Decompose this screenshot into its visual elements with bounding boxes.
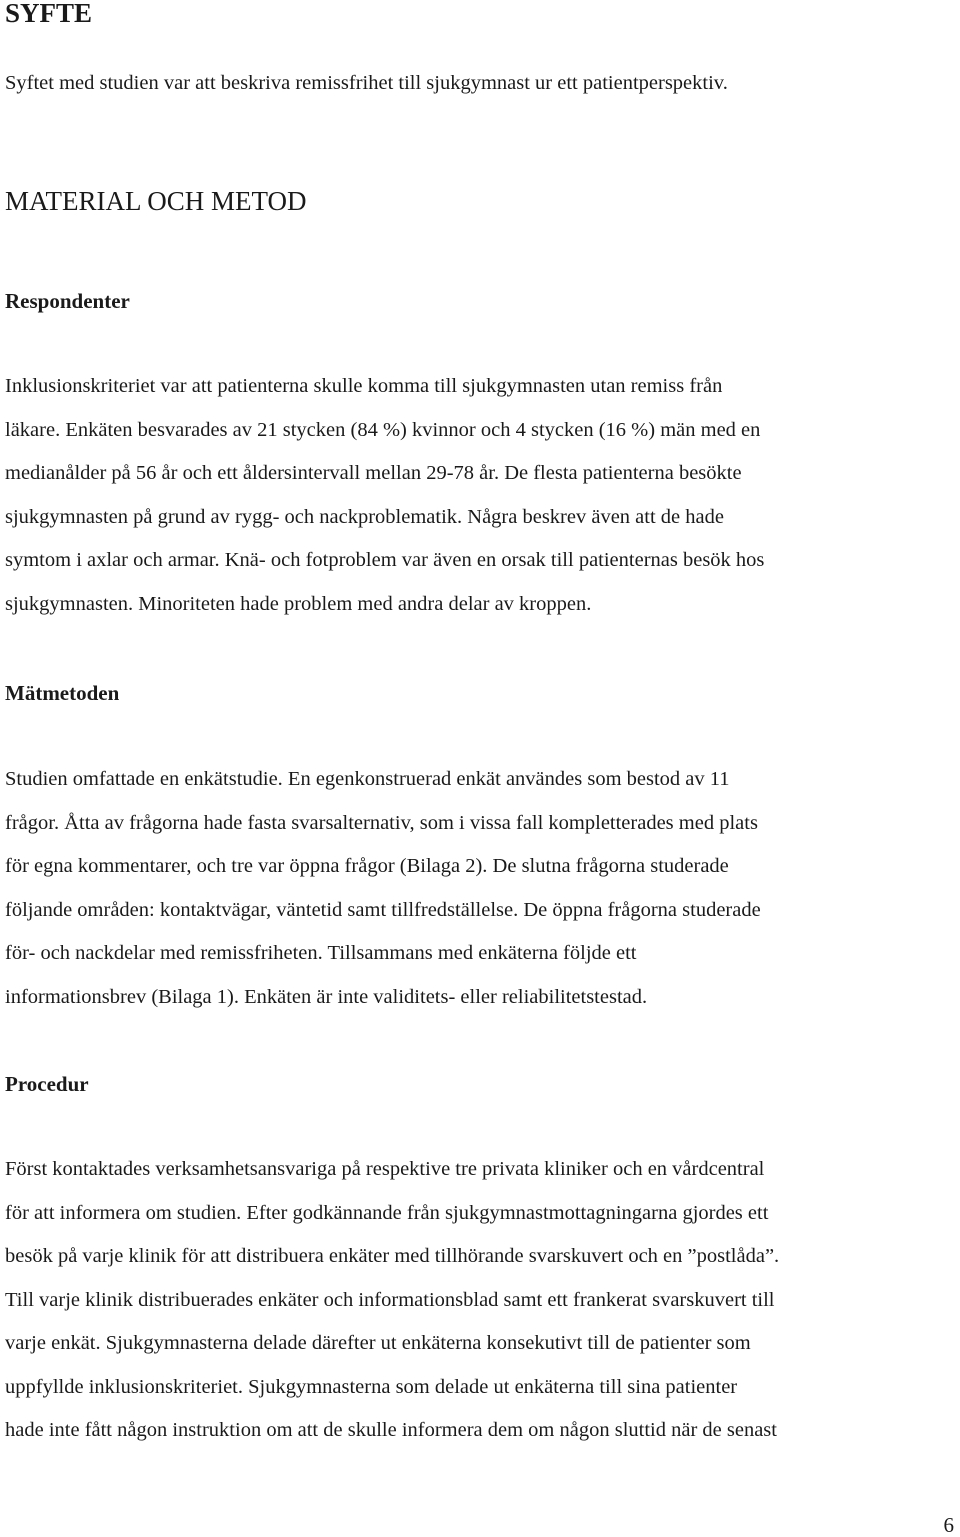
text-line: symtom i axlar och armar. Knä- och fotproblem var även en orsak till patienternas besök hos [5, 549, 765, 571]
heading-matmetoden: Mätmetoden [5, 681, 120, 705]
text-line: Först kontaktades verksamhetsansvariga på respektive tre privata kliniker och en vårdcentral [5, 1158, 765, 1180]
text-line: sjukgymnasten. Minoriteten hade problem med andra delar av kroppen. [5, 592, 592, 615]
heading-material-och-metod: MATERIAL OCH METOD [5, 186, 307, 216]
text-line: för- och nackdelar med remissfriheten. Tillsammans med enkäterna följde ett [5, 942, 637, 964]
text-line: Inklusionskriteriet var att patienterna skulle komma till sjukgymnasten utan remiss från [5, 375, 723, 397]
text-line: Studien omfattade en enkätstudie. En egenkonstruerad enkät användes som bestod av 11 [5, 768, 730, 790]
text-line: följande områden: kontaktvägar, väntetid samt tillfredställelse. De öppna frågorna studerade [5, 898, 761, 921]
text-line: varje enkät. Sjukgymnasterna delade därefter ut enkäterna konsekutivt till de patienter som [5, 1332, 751, 1354]
page-number: 6 [943, 1513, 954, 1537]
text-line: uppfyllde inklusionskriteriet. Sjukgymnasterna som delade ut enkäterna till sina patienter [5, 1375, 738, 1398]
heading-procedur: Procedur [5, 1072, 89, 1096]
text-line: läkare. Enkäten besvarades av 21 stycken (84 %) kvinnor och 4 stycken (16 %) män med en [5, 418, 761, 441]
text-line: informationsbrev (Bilaga 1). Enkäten är inte validitets- eller reliabilitetstestad. [5, 985, 648, 1008]
text-line: frågor. Åtta av frågorna hade fasta svarsalternativ, som i vissa fall kompletterades med plats [5, 811, 758, 834]
text-line: sjukgymnasten på grund av rygg- och nackproblematik. Några beskrev även att de hade [5, 505, 724, 528]
paragraph-respondenter [5, 365, 960, 626]
text-line: för egna kommentarer, och tre var öppna frågor (Bilaga 2). De slutna frågorna studerade [5, 855, 729, 877]
paragraph-syfte [5, 62, 960, 106]
paragraph-procedur [5, 1148, 960, 1453]
heading-respondenter: Respondenter [5, 289, 130, 313]
text-line: besök på varje klinik för att distribuera enkäter med tillhörande svarskuvert och en ”postlåda”. [5, 1245, 780, 1267]
heading-syfte: SYFTE [5, 0, 93, 28]
paragraph-matmetoden [5, 758, 960, 1019]
text-line: Till varje klinik distribuerades enkäter och informationsblad samt ett frankerat svarskuvert till [5, 1288, 775, 1311]
text-line: för att informera om studien. Efter godkännande från sjukgymnastmottagningarna gjordes ett [5, 1201, 769, 1224]
text-line: hade inte fått någon instruktion om att de skulle informera dem om någon sluttid när de senast [5, 1419, 777, 1441]
text-line: Syftet med studien var att beskriva remissfrihet till sjukgymnast ur ett patientperspektiv. [5, 72, 728, 94]
text-line: medianålder på 56 år och ett åldersintervall mellan 29-78 år. De flesta patienterna besökte [5, 462, 742, 484]
